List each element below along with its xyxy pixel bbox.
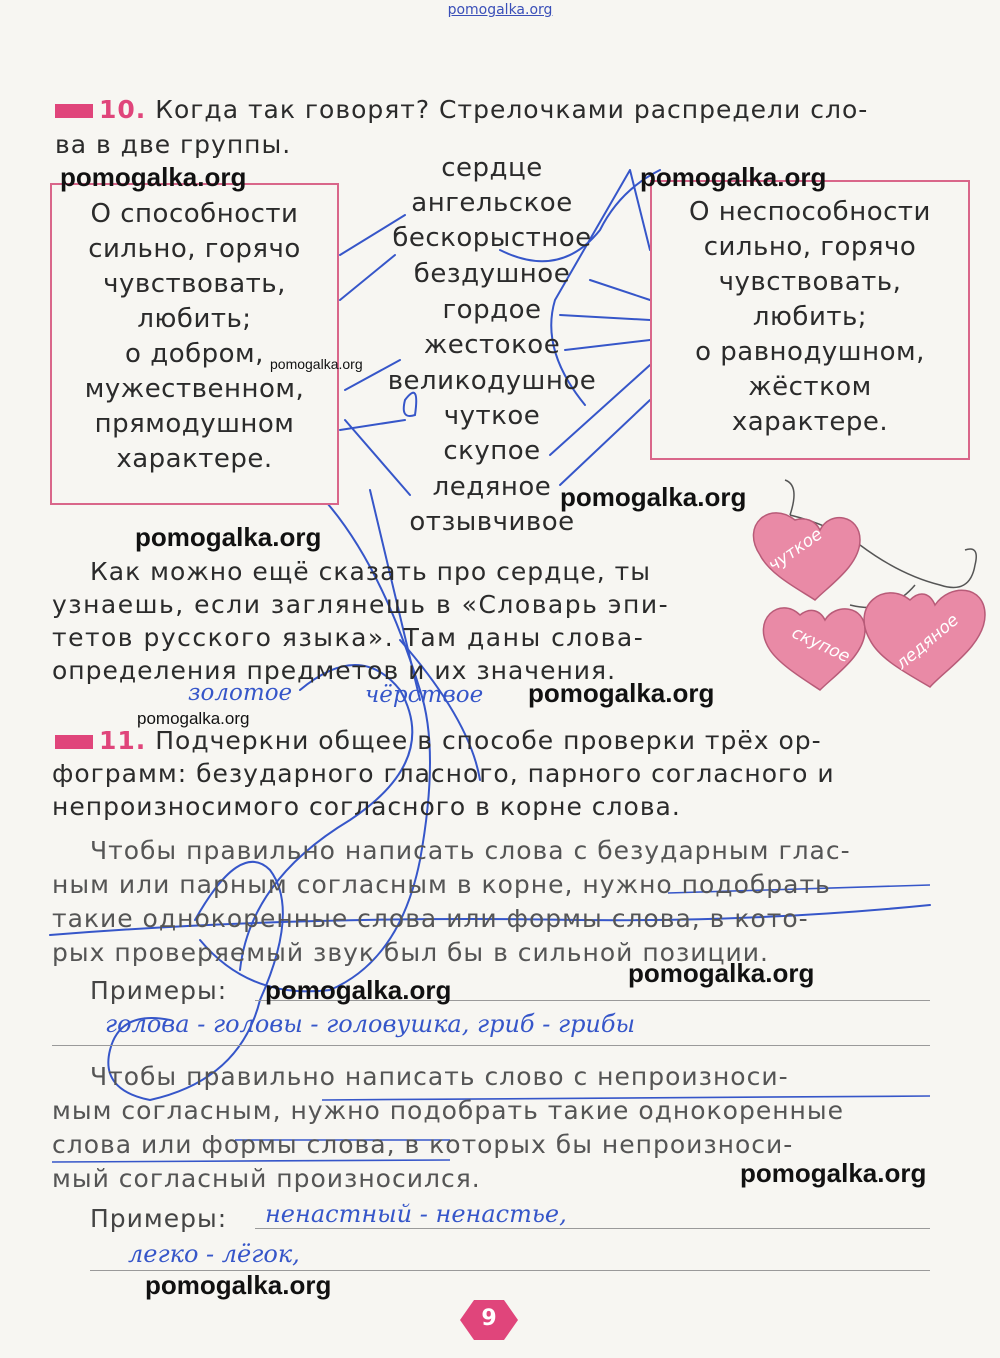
page-number [460,1300,518,1340]
watermark: pomogalka.org [60,162,247,192]
examples-label: Примеры: [90,1204,228,1233]
left-box-line: любить; [137,304,252,334]
right-box-line: О неспособности [689,197,931,227]
left-box-line: чувствовать, [103,269,286,299]
answer-rule [52,1045,930,1046]
word-item[interactable]: чуткое [443,401,541,431]
paragraph-line: тетов русского языка». Там даны слова- [52,623,645,652]
word-item[interactable]: скупое [443,436,541,466]
heart-label: ледяное [892,610,963,674]
left-box-line: характере. [116,444,273,474]
left-box-line: О способности [90,199,299,229]
watermark: pomogalka.org [740,1158,927,1188]
right-box-line: о равнодушном, [695,337,925,367]
task11-line: непроизносимого согласного в корне слова. [52,792,681,821]
paragraph-line: Как можно ещё сказать про сердце, ты [90,557,651,586]
task11-line: фограмм: безударного гласного, парного согласного и [52,759,835,788]
left-category-box [50,183,339,505]
word-item[interactable]: бездушное [413,259,571,289]
word-item[interactable]: великодушное [387,366,597,396]
rule-line: мый согласный произносился. [52,1164,481,1193]
word-item[interactable]: бескорыстное [392,223,592,253]
heart-label: скупое [788,622,853,668]
right-box-line: любить; [752,302,868,332]
task11-line: Подчеркни общее в способе проверки трёх ор- [155,726,822,755]
page-number-text: 9 [481,1306,497,1331]
task11-number: 11. [99,726,147,755]
rule-line: такие однокоренные слова или формы слова, в кото- [52,904,809,933]
rule-line: ным или парным согласным в корне, нужно подобрать [52,870,831,899]
watermark: pomogalka.org [135,522,322,552]
rule-line: мым согласным, нужно подобрать такие однокоренные [52,1096,845,1125]
right-box-line: жёстком [748,372,872,402]
rule-line: рых проверяемый звук был бы в сильной позиции. [52,938,769,967]
watermark: pomogalka.org [270,356,363,372]
word-item[interactable]: жестокое [423,330,561,360]
watermark: pomogalka.org [137,709,250,728]
word-item[interactable]: гордое [442,295,542,325]
heart-label: чуткое [764,524,827,576]
right-box-line: сильно, горячо [703,232,917,262]
paragraph-line: узнаешь, если заглянешь в «Словарь эпи- [52,590,670,619]
left-box-line: о добром, [125,339,264,369]
handwritten-answer: золотое [188,680,293,706]
hearts-illustration [740,475,1000,715]
left-box-line: прямодушном [94,409,295,439]
handwritten-example[interactable]: ненастный - ненастье, [265,1200,567,1228]
word-item[interactable]: отзывчивое [409,507,575,537]
rule-line: Чтобы правильно написать слово с непроизноси- [90,1062,789,1091]
task11-heading [55,726,822,755]
rule-line: слова или формы слова, в которых бы непроизноси- [52,1130,794,1159]
right-box-line: чувствовать, [718,267,902,297]
rule-line: Чтобы правильно написать слова с безударным глас- [90,836,851,865]
handwritten-answer: чёрствое [365,682,484,708]
right-category-box [650,180,970,460]
watermark: pomogalka.org [560,482,747,512]
watermark: pomogalka.org [640,162,827,192]
left-box-line: мужественном, [84,374,305,404]
watermark: pomogalka.org [145,1270,332,1300]
word-item[interactable]: ангельское [411,188,573,218]
watermark: pomogalka.org [628,958,815,988]
handwritten-example[interactable]: легко - лёгок, [128,1240,300,1268]
handwritten-example[interactable]: голова - головы - головушка, гриб - грибы [105,1010,636,1038]
task-marker [55,735,93,749]
task10-line2: ва в две группы. [55,130,292,159]
site-header[interactable]: pomogalka.org [447,2,553,18]
watermark: pomogalka.org [528,678,715,708]
task10-line1: Когда так говорят? Стрелочками распредели сло- [155,95,869,124]
word-item[interactable]: сердце [441,153,543,183]
word-item[interactable]: ледяное [432,472,552,502]
task10-number: 10. [99,95,147,124]
watermark: pomogalka.org [265,975,452,1005]
paragraph-line: определения предметов и их значения. [52,656,617,685]
right-box-line: характере. [731,407,889,437]
left-box-line: сильно, горячо [88,234,301,264]
answer-rule [255,1228,930,1229]
examples-label: Примеры: [90,976,228,1005]
